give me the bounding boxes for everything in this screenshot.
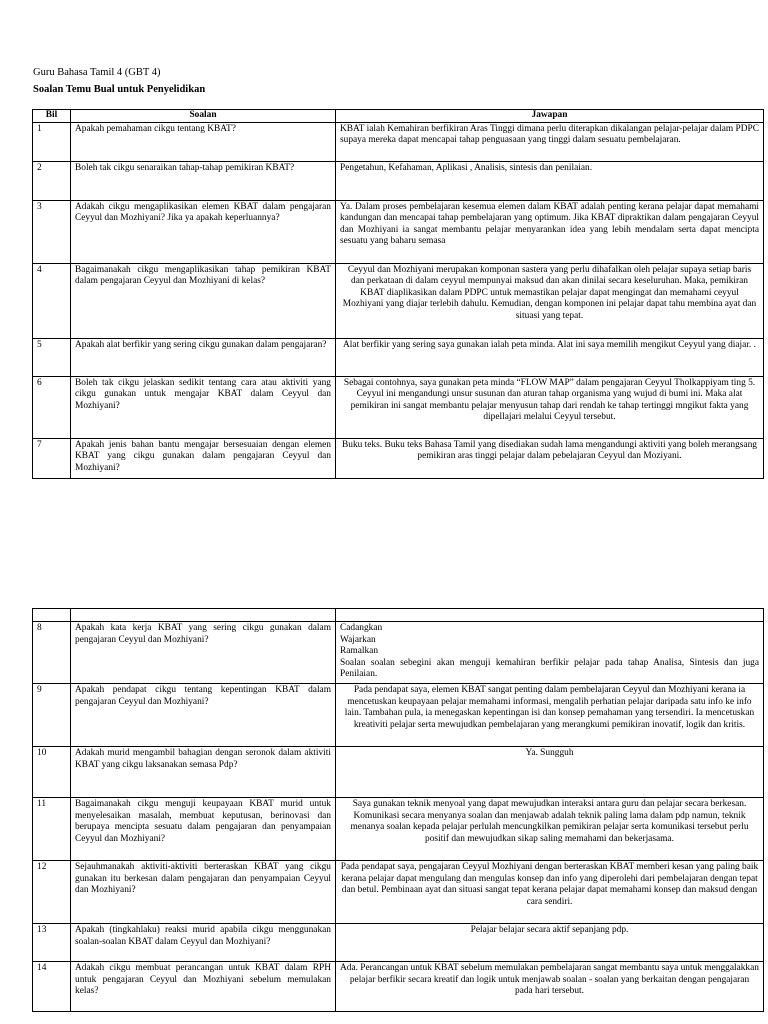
answer-line: Wajarkan bbox=[340, 634, 376, 645]
answer-line: Ramalkan bbox=[340, 646, 379, 657]
row-number: 8 bbox=[33, 622, 71, 684]
table-row bbox=[33, 622, 764, 684]
document-title: Guru Bahasa Tamil 4 (GBT 4) bbox=[33, 67, 161, 78]
answer-cell: Ya. Dalam proses pembelajaran kesemua elemen dalam KBAT adalah penting kerana pelajar dapat memahami kandungan dan mencapai tahap pembelajaran yang optimum. Jika KBAT dipraktikan dalam pengajaran Ceyyul dan Mozhiyani ia sangat membantu pelajar menyarankan idea yang lebih mendalam serta dapat mencipta sesuatu yang baharu semasa bbox=[336, 200, 764, 263]
table-row bbox=[33, 122, 764, 161]
table-row bbox=[33, 200, 764, 263]
table-row bbox=[33, 684, 764, 747]
table-row bbox=[33, 747, 764, 798]
answer-cell: Ya. Sungguh bbox=[336, 747, 764, 798]
answer-cell: Pelajar belajar secara aktif sepanjang pdp. bbox=[336, 924, 764, 962]
interview-table-part-1 bbox=[32, 109, 764, 479]
answer-line: Cadangkan bbox=[340, 623, 383, 633]
question-cell: Boleh tak cikgu jelaskan sedikit tentang cara atau aktiviti yang cikgu gunakan untuk mengajar KBAT dalam Ceyyul dan Mozhiyani? bbox=[71, 376, 336, 438]
question-cell: Apakah jenis bahan bantu mengajar bersesuaian dengan elemen KBAT yang cikgu gunakan dalam pengajaran Ceyyul dan Mozhiyani? bbox=[71, 438, 336, 478]
answer-cell: Buku teks. Buku teks Bahasa Tamil yang disediakan sudah lama mengandungi aktiviti yang boleh merangsang pemikiran aras tinggi pelajar dalam pebelajaran Ceyyul dan Moziyani. bbox=[336, 438, 764, 478]
table-row bbox=[33, 798, 764, 861]
table-row bbox=[33, 438, 764, 478]
row-number: 11 bbox=[33, 798, 71, 861]
answer-cell: Pada pendapat saya, pengajaran Ceyyul Mozhiyani dengan berteraskan KBAT memberi kesan yang paling baik kerana pelajar dapat mengulang dan mengulas konsep dan info yang diperolehi dari pembelajaran dengan tepat dan betul. Pembinaan ayat dan situasi sangat tepat kerana pelajar dapat memahami konsep dan maksud dengan cara sendiri. bbox=[336, 861, 764, 924]
answer-cell: Saya gunakan teknik menyoal yang dapat mewujudkan interaksi antara guru dan pelajar secara berkesan. Komunikasi secara menyanya soalan dan menjawab adalah teknik paling lama dalam pdp namun, teknik menanya soalan kepada pelajar perlulah mencungkilkan pemikiran pelajar serta komunikasi tersebut perlu positif dan mewujudkan sikap saling memahami dan bekerjasama. bbox=[336, 798, 764, 861]
question-cell: Adakah murid mengambil bahagian dengan seronok dalam aktiviti KBAT yang cikgu laksanakan semasa Pdp? bbox=[71, 747, 336, 798]
question-cell: Apakah kata kerja KBAT yang sering cikgu gunakan dalam pengajaran Ceyyul dan Mozhiyani? bbox=[71, 622, 336, 684]
answer-cell: Ada. Perancangan untuk KBAT sebelum memulakan pembelajaran sangat membantu saya untuk menggalakkan pelajar berfikir secara kreatif dan logik untuk menjawab soalan - soalan yang berkaitan dengan pengajaran pada hari tersebut. bbox=[336, 962, 764, 1012]
answer-cell: Pada pendapat saya, elemen KBAT sangat penting dalam pembelajaran Ceyyul dan Mozhiyani kerana ia mencetuskan keupayaan pelajar memahami informasi, mengalih perhatian pelajar daripada satu info ke info lain. Tambahan pula, ia menegaskan kepentingan isi dan konsep pemahaman yang tersendiri. Ia mencetuskan kreativiti pelajar serta mewujudkan pembelajaran yang merangkumi pemikiran inovatif, logik dan kritis. bbox=[336, 684, 764, 747]
question-cell: Sejauhmanakah aktiviti-aktiviti berteraskan KBAT yang cikgu gunakan itu berkesan dalam pengajaran dan penyampaian Ceyyul dan Mozhiyani? bbox=[71, 861, 336, 924]
row-number: 6 bbox=[33, 376, 71, 438]
row-number: 12 bbox=[33, 861, 71, 924]
question-cell: Apakah pendapat cikgu tentang kepentingan KBAT dalam pengajaran Ceyyul dan Mozhiyani? bbox=[71, 684, 336, 747]
answer-cell: Ceyyul dan Mozhiyani merupakan komponan sastera yang perlu dihafalkan oleh pelajar supaya setiap baris dan perkataan di dalam ceyyul mempunyai maksud dan akan dinilai secara keseluruhan. Maka, pemikiran KBAT diaplikasikan dalam PDPC untuk memastikan pelajar dapat mengingat dan memahami ceyyul Mozhiyani yang diajar terlebih dahulu. Kemudian, dengan komponen ini pelajar dapat tahu membina ayat dan situasi yang tepat. bbox=[336, 263, 764, 338]
answer-cell: Pengetahun, Kefahaman, Aplikasi , Analisis, sintesis dan penilaian. bbox=[336, 161, 764, 200]
row-number: 2 bbox=[33, 161, 71, 200]
header-jawapan: Jawapan bbox=[336, 110, 764, 123]
header-bil: Bil bbox=[33, 110, 71, 123]
question-cell: Boleh tak cikgu senaraikan tahap-tahap pemikiran KBAT? bbox=[71, 161, 336, 200]
question-cell: Bagaimanakah cikgu mengaplikasikan tahap pemikiran KBAT dalam pengajaran Ceyyul dan Mozhiyani di kelas? bbox=[71, 263, 336, 338]
question-cell: Apakah alat berfikir yang sering cikgu gunakan dalam pengajaran? bbox=[71, 338, 336, 376]
empty-header-row bbox=[33, 609, 764, 622]
answer-text: Soalan soalan sebegini akan menguji kemahiran berfikir pelajar pada tahap Analisa, Sintesis dan juga Penilaian. bbox=[340, 657, 759, 680]
answer-cell: Sebagai contohnya, saya gunakan peta minda “FLOW MAP” dalam pengajaran Ceyyul Tholkappiyam ting 5. Ceyyul ini mengandungi unsur susunan dan aturan tahap organisma yang wujud di bumi ini. Maka alat pemikiran ini sangat membantu pelajar menyusun tahap dari rendah ke tahap tertinggi mngikut fakta yang dipellajari melalui Ceyyul tersebut. bbox=[336, 376, 764, 438]
row-number: 10 bbox=[33, 747, 71, 798]
table-row bbox=[33, 376, 764, 438]
answer-cell: Alat berfikir yang sering saya gunakan ialah peta minda. Alat ini saya memilih mengikut Ceyyul yang diajar. . bbox=[336, 338, 764, 376]
row-number: 1 bbox=[33, 122, 71, 161]
row-number: 14 bbox=[33, 962, 71, 1012]
row-number: 3 bbox=[33, 200, 71, 263]
row-number: 7 bbox=[33, 438, 71, 478]
table-row bbox=[33, 962, 764, 1012]
question-cell: Adakah cikgu membuat perancangan untuk KBAT dalam RPH untuk pengajaran Ceyyul dan Mozhiyani sebelum memulakan kelas? bbox=[71, 962, 336, 1012]
table-row bbox=[33, 924, 764, 962]
table-row bbox=[33, 161, 764, 200]
interview-table-part-2 bbox=[32, 608, 764, 1012]
row-number: 5 bbox=[33, 338, 71, 376]
table-header-row bbox=[33, 110, 764, 123]
question-cell: Bagaimanakah cikgu menguji keupayaan KBAT murid untuk menyelesaikan masalah, membuat keputusan, berinovasi dan berupaya mencipta sesuatu dalam pengajaran dan penyampaian Ceyyul dan Mozhiyani? bbox=[71, 798, 336, 861]
answer-cell: KBAT ialah Kemahiran berfikiran Aras Tinggi dimana perlu diterapkan dikalangan pelajar-pelajar dalam PDPC supaya mereka dapat mencapai tahap penguasaan yang tinggi dalam sesuatu pembelajaran. bbox=[336, 122, 764, 161]
row-number: 4 bbox=[33, 263, 71, 338]
question-cell: Adakah cikgu mengaplikasikan elemen KBAT dalam pengajaran Ceyyul dan Mozhiyani? Jika ya apakah keperluannya? bbox=[71, 200, 336, 263]
question-cell: Apakah pemahaman cikgu tentang KBAT? bbox=[71, 122, 336, 161]
table-row bbox=[33, 263, 764, 338]
header-soalan: Soalan bbox=[71, 110, 336, 123]
document-subtitle: Soalan Temu Bual untuk Penyelidikan bbox=[33, 84, 206, 95]
row-number: 9 bbox=[33, 684, 71, 747]
row-number: 13 bbox=[33, 924, 71, 962]
table-row bbox=[33, 861, 764, 924]
table-row bbox=[33, 338, 764, 376]
question-cell: Apakah (tingkahlaku) reaksi murid apabila cikgu menggunakan soalan-soalan KBAT dalam Ceyyul dan Mozhiyani? bbox=[71, 924, 336, 962]
answer-cell bbox=[336, 622, 764, 684]
